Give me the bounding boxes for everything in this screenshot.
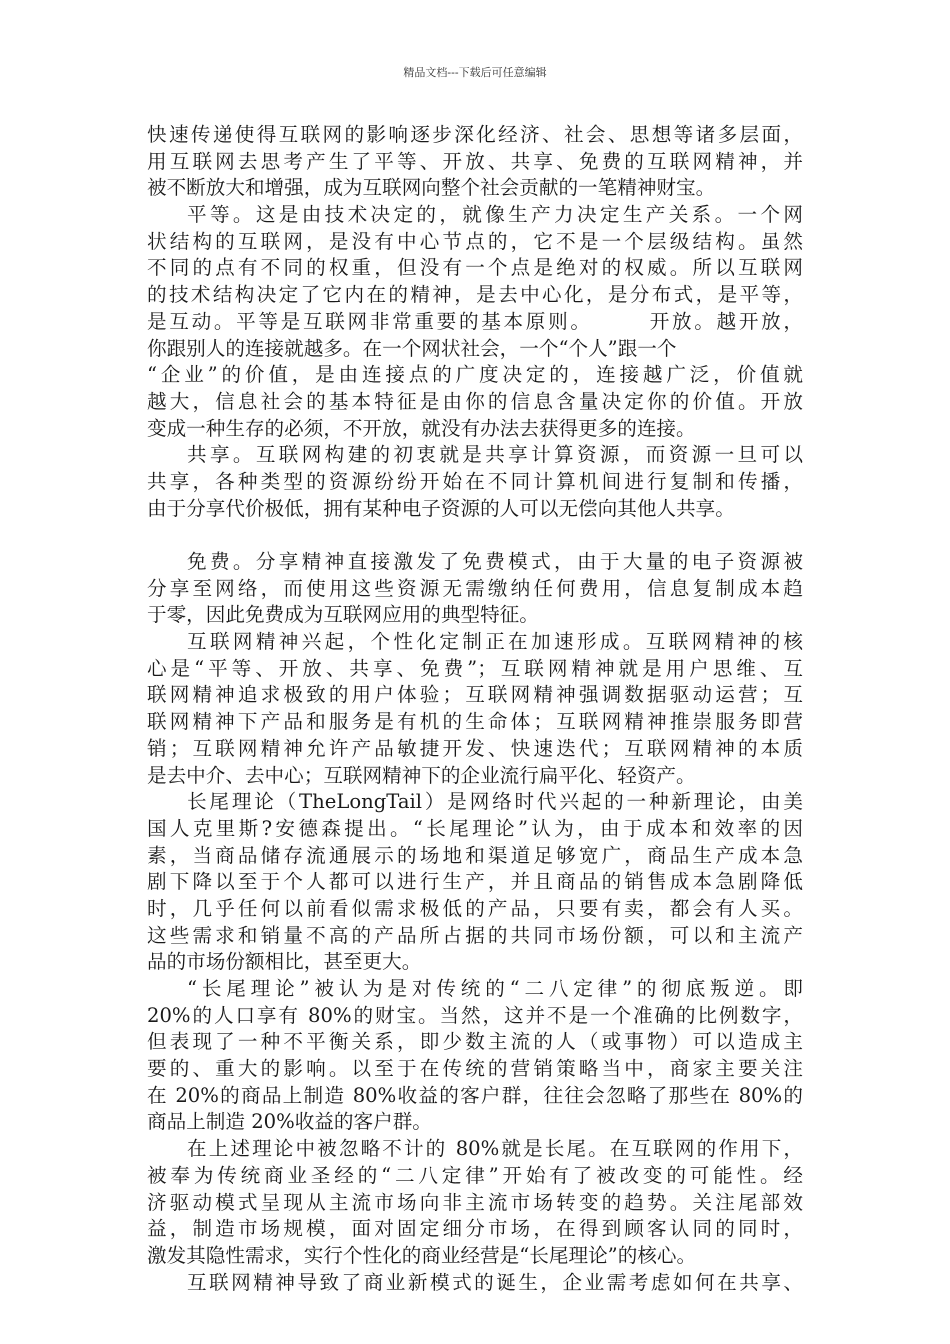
text-line: 时，几乎任何以前看似需求极低的产品，只要有卖，都会有人买。 — [147, 896, 803, 920]
document-body — [147, 122, 803, 1296]
text-line: 是去中介、去中心；互联网精神下的企业流行扁平化、轻资产。 — [147, 763, 696, 787]
text-line: 用互联网去思考产生了平等、开放、共享、免费的互联网精神，并 — [147, 149, 803, 173]
text-line: 但表现了一种不平衡关系，即少数主流的人（或事物）可以造成主 — [147, 1030, 803, 1054]
text-line: 济驱动模式呈现从主流市场向非主流市场转变的趋势。关注尾部效 — [147, 1190, 803, 1214]
text-line: 要的、重大的影响。以至于在传统的营销策略当中，商家主要关注 — [147, 1057, 803, 1081]
text-line: 长尾理论（TheLongTail）是网络时代兴起的一种新理论，由美 — [187, 790, 803, 814]
text-line: 激发其隐性需求，实行个性化的商业经营是“长尾理论”的核心。 — [147, 1243, 697, 1267]
text-line: “长尾理论”被认为是对传统的“二八定律”的彻底叛逆。即 — [187, 977, 803, 1000]
text-line: 联网精神追求极致的用户体验；互联网精神强调数据驱动运营；互 — [147, 683, 803, 707]
text-line: 分享至网络，而使用这些资源无需缴纳任何费用，信息复制成本趋 — [147, 576, 803, 600]
text-line: 联网精神下产品和服务是有机的生命体；互联网精神推崇服务即营 — [147, 710, 803, 734]
text-line: 在上述理论中被忽略不计的 80%就是长尾。在互联网的作用下， — [187, 1137, 803, 1161]
text-line: 在 20%的商品上制造 80%收益的客户群，往往会忽略了那些在 80%的 — [147, 1083, 803, 1107]
text-line: 销；互联网精神允许产品敏捷开发、快速迭代；互联网精神的本质 — [147, 736, 803, 760]
text-line: 互联网精神导致了商业新模式的诞生，企业需考虑如何在共享、 — [187, 1270, 803, 1294]
text-line: 状结构的互联网，是没有中心节点的，它不是一个层级结构。虽然 — [147, 229, 803, 253]
text-line: 平等。这是由技术决定的，就像生产力决定生产关系。一个网 — [187, 203, 803, 227]
text-line: 益，制造市场规模，面对固定细分市场，在得到顾客认同的同时， — [147, 1217, 803, 1241]
text-line: 免费。分享精神直接激发了免费模式，由于大量的电子资源被 — [187, 550, 803, 573]
text-line: 共享。互联网构建的初衷就是共享计算资源，而资源一旦可以 — [187, 443, 803, 467]
text-line: 变成一种生存的必须，不开放，就没有办法去获得更多的连接。 — [147, 416, 696, 440]
text-line: 被不断放大和增强，成为互联网向整个社会贡献的一笔精神财宝。 — [147, 176, 716, 200]
blank-line — [147, 522, 803, 549]
text-line: 心是“平等、开放、共享、免费”；互联网精神就是用户思维、互 — [147, 656, 803, 680]
text-line: 你跟别人的连接就越多。在一个网状社会，一个“个人”跟一个 — [147, 336, 677, 360]
text-line: 互联网精神兴起，个性化定制正在加速形成。互联网精神的核 — [187, 630, 803, 654]
text-line: 剧下降以至于个人都可以进行生产，并且商品的销售成本急剧降低 — [147, 870, 803, 894]
text-line: 是互动。平等是互联网非常重要的基本原则。 开放。越开放， — [147, 309, 803, 333]
page-header: 精品文档---下载后可任意编辑 — [403, 66, 547, 79]
text-line: 由于分享代价极低，拥有某种电子资源的人可以无偿向其他人共享。 — [147, 496, 735, 520]
text-line: 不同的点有不同的权重，但没有一个点是绝对的权威。所以互联网 — [147, 256, 803, 280]
text-line: 的技术结构决定了它内在的精神，是去中心化，是分布式，是平等， — [147, 283, 803, 307]
text-line: 于零，因此免费成为互联网应用的典型特征。 — [147, 603, 539, 627]
text-line: “企业”的价值，是由连接点的广度决定的，连接越广泛，价值就 — [147, 363, 803, 387]
text-line: 共享，各种类型的资源纷纷开始在不同计算机间进行复制和传播， — [147, 469, 803, 493]
text-line: 这些需求和销量不高的产品所占据的共同市场份额，可以和主流产 — [147, 923, 803, 947]
text-line: 素，当商品储存流通展示的场地和渠道足够宽广，商品生产成本急 — [147, 843, 803, 867]
text-line: 品的市场份额相比，甚至更大。 — [147, 950, 422, 974]
text-line: 商品上制造 20%收益的客户群。 — [147, 1110, 432, 1134]
text-line: 越大，信息社会的基本特征是由你的信息含量决定你的价值。开放 — [147, 389, 803, 413]
text-line: 被奉为传统商业圣经的“二八定律”开始有了被改变的可能性。经 — [147, 1163, 803, 1187]
text-line: 20%的人口享有 80%的财宝。当然，这并不是一个准确的比例数字， — [147, 1003, 803, 1027]
text-line: 快速传递使得互联网的影响逐步深化经济、社会、思想等诸多层面， — [147, 123, 803, 146]
text-line: 国人克里斯?安德森提出。“长尾理论”认为，由于成本和效率的因 — [147, 816, 803, 840]
